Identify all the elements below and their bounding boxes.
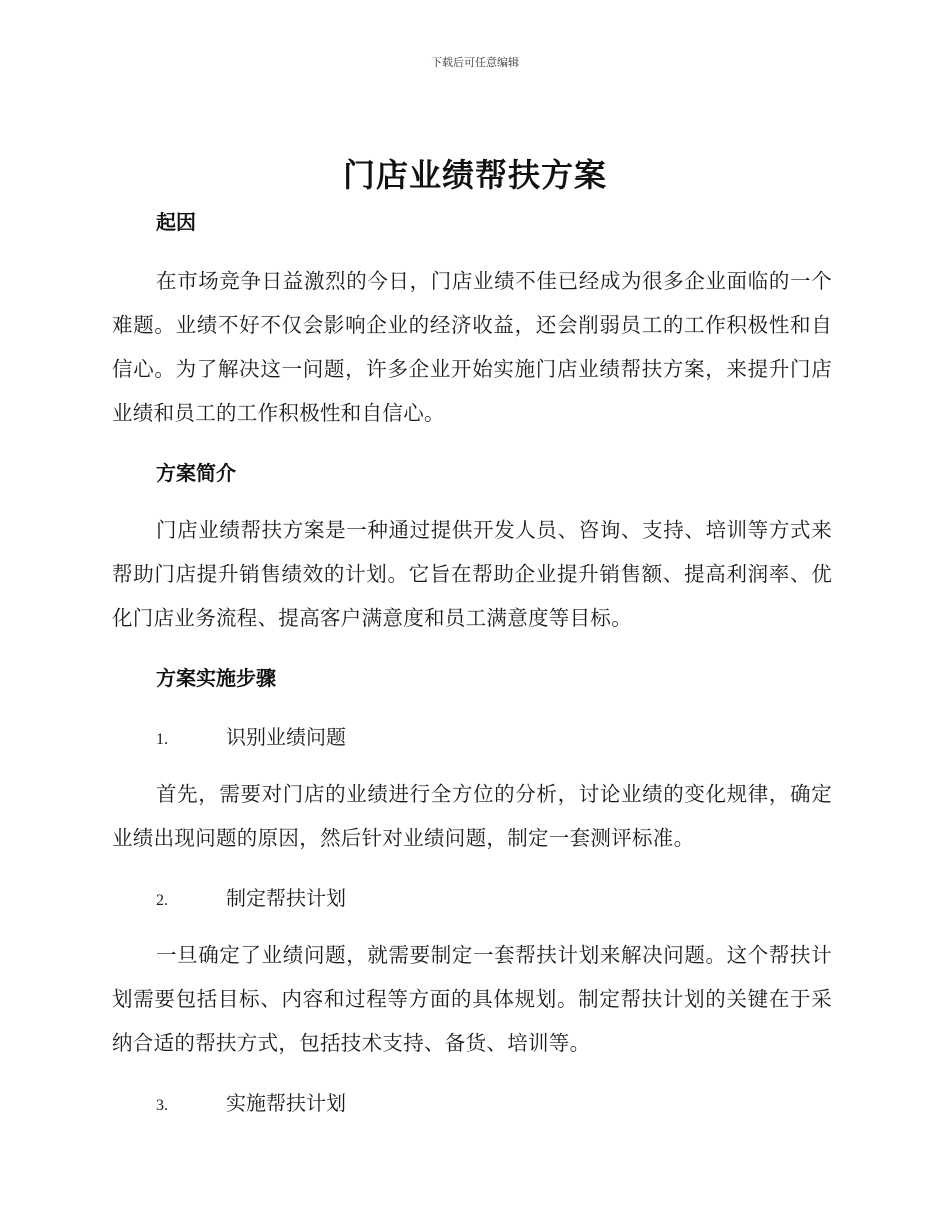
step-label: 实施帮扶计划 — [226, 1091, 346, 1115]
header-note: 下载后可任意编辑 — [431, 56, 519, 69]
step-number: 1. — [156, 731, 168, 748]
step-paragraph: 一旦确定了业绩问题，就需要制定一套帮扶计划来解决问题。这个帮扶计划需要包括目标、内容和过程等方面的具体规划。制定帮扶计划的关键在于采纳合适的帮扶方式，包括技术支持、备货、培训等。 — [112, 943, 832, 1055]
step-number: 3. — [156, 1097, 168, 1114]
document-body — [112, 204, 832, 1116]
section-heading-cause: 起因 — [156, 210, 196, 234]
step-item — [112, 721, 832, 750]
step-paragraph: 首先，需要对门店的业绩进行全方位的分析，讨论业绩的变化规律，确定业绩出现问题的原因，然后针对业绩问题，制定一套测评标准。 — [112, 782, 832, 850]
section-paragraph-overview: 门店业绩帮扶方案是一种通过提供开发人员、咨询、支持、培训等方式来帮助门店提升销售绩效的计划。它旨在帮助企业提升销售额、提高利润率、优化门店业务流程、提高客户满意度和员工满意度等目标。 — [112, 518, 832, 630]
document-title: 门店业绩帮扶方案 — [342, 156, 607, 194]
step-item — [112, 882, 832, 911]
step-label: 制定帮扶计划 — [226, 886, 346, 910]
step-item — [112, 1087, 832, 1116]
step-label: 识别业绩问题 — [226, 725, 346, 749]
section-heading-overview: 方案简介 — [156, 461, 236, 485]
section-paragraph-cause: 在市场竞争日益激烈的今日，门店业绩不佳已经成为很多企业面临的一个难题。业绩不好不仅会影响企业的经济收益，还会削弱员工的工作积极性和自信心。为了解决这一问题，许多企业开始实施门店业绩帮扶方案，来提升门店业绩和员工的工作积极性和自信心。 — [112, 269, 832, 425]
section-heading-steps: 方案实施步骤 — [156, 666, 276, 690]
step-number: 2. — [156, 892, 168, 909]
